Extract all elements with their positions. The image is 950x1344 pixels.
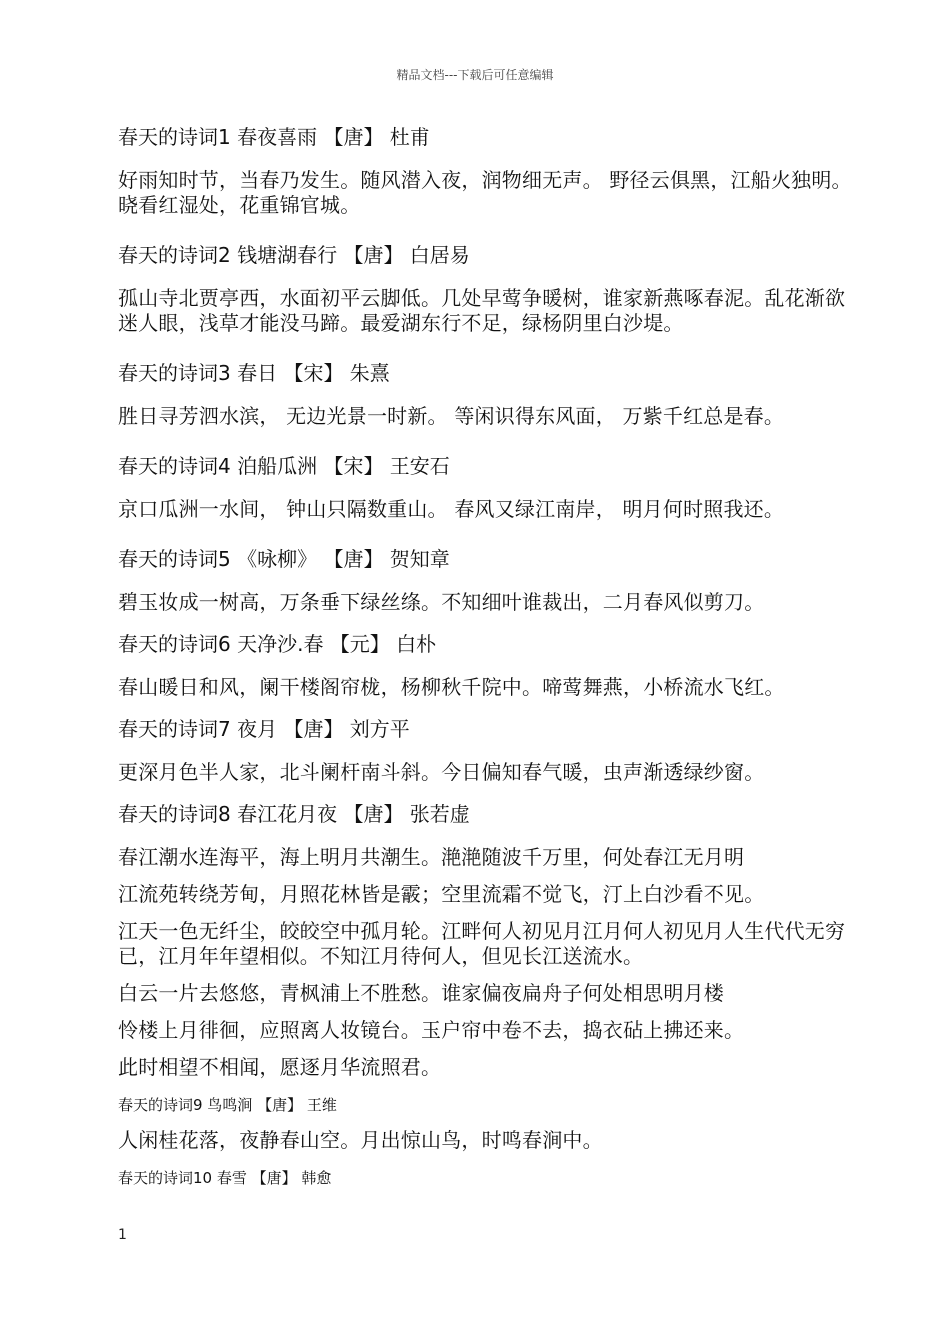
- poem-text-1: 好雨知时节，当春乃发生。随风潜入夜，润物细无声。 野径云俱黑，江船火独明。晓看红湿处，花重锦官城。: [118, 168, 852, 217]
- poem-text-7: 更深月色半人家，北斗阑杆南斗斜。今日偏知春气暖，虫声渐透绿纱窗。: [118, 760, 765, 784]
- poem-title-3: 春天的诗词3 春日 【宋】 朱熹: [118, 361, 390, 385]
- poem-title-6: 春天的诗词6 天净沙.春 【元】 白朴: [118, 632, 437, 656]
- poem-title-1: 春天的诗词1 春夜喜雨 【唐】 杜甫: [118, 125, 430, 149]
- poem-text-8-line-2: 江流苑转绕芳甸，月照花林皆是霰；空里流霜不觉飞，汀上白沙看不见。: [118, 882, 765, 906]
- poem-title-10: 春天的诗词10 春雪 【唐】 韩愈: [118, 1169, 332, 1187]
- poem-text-5: 碧玉妆成一树高，万条垂下绿丝绦。不知细叶谁裁出，二月春风似剪刀。: [118, 590, 765, 614]
- poem-text-2: 孤山寺北贾亭西，水面初平云脚低。几处早莺争暖树，谁家新燕啄春泥。乱花渐欲迷人眼，浅草才能没马蹄。最爱湖东行不足，绿杨阴里白沙堤。: [118, 286, 846, 335]
- page-header: 精品文档---下载后可任意编辑: [396, 68, 554, 82]
- poem-title-7: 春天的诗词7 夜月 【唐】 刘方平: [118, 717, 410, 741]
- poem-text-8-line-5: 怜楼上月徘徊，应照离人妆镜台。玉户帘中卷不去，捣衣砧上拂还来。: [118, 1018, 745, 1042]
- poem-text-8-line-6: 此时相望不相闻，愿逐月华流照君。: [118, 1055, 442, 1079]
- poem-text-6: 春山暖日和风，阑干楼阁帘栊，杨柳秋千院中。啼莺舞燕，小桥流水飞红。: [118, 675, 785, 699]
- poem-text-4: 京口瓜洲一水间， 钟山只隔数重山。 春风又绿江南岸， 明月何时照我还。: [118, 497, 785, 521]
- poem-text-8-line-4: 白云一片去悠悠，青枫浦上不胜愁。谁家偏夜扁舟子何处相思明月楼: [118, 981, 724, 1005]
- poem-title-9: 春天的诗词9 鸟鸣涧 【唐】 王维: [118, 1096, 337, 1114]
- page-number: 1: [118, 1227, 127, 1243]
- poem-text-8-line-1: 春江潮水连海平，海上明月共潮生。滟滟随波千万里，何处春江无月明: [118, 845, 745, 869]
- poem-text-9: 人闲桂花落，夜静春山空。月出惊山鸟，时鸣春涧中。: [118, 1128, 603, 1152]
- poem-text-3: 胜日寻芳泗水滨， 无边光景一时新。 等闲识得东风面， 万紫千红总是春。: [118, 404, 785, 428]
- poem-title-5: 春天的诗词5 《咏柳》 【唐】 贺知章: [118, 547, 450, 571]
- poem-title-2: 春天的诗词2 钱塘湖春行 【唐】 白居易: [118, 243, 470, 267]
- document-body: [118, 120, 858, 1201]
- poem-title-4: 春天的诗词4 泊船瓜洲 【宋】 王安石: [118, 454, 450, 478]
- poem-text-8-line-3: 江天一色无纤尘，皎皎空中孤月轮。江畔何人初见月江月何人初见月人生代代无穷已，江月年年望相似。不知江月待何人，但见长江送流水。: [118, 919, 846, 968]
- poem-title-8: 春天的诗词8 春江花月夜 【唐】 张若虚: [118, 802, 470, 826]
